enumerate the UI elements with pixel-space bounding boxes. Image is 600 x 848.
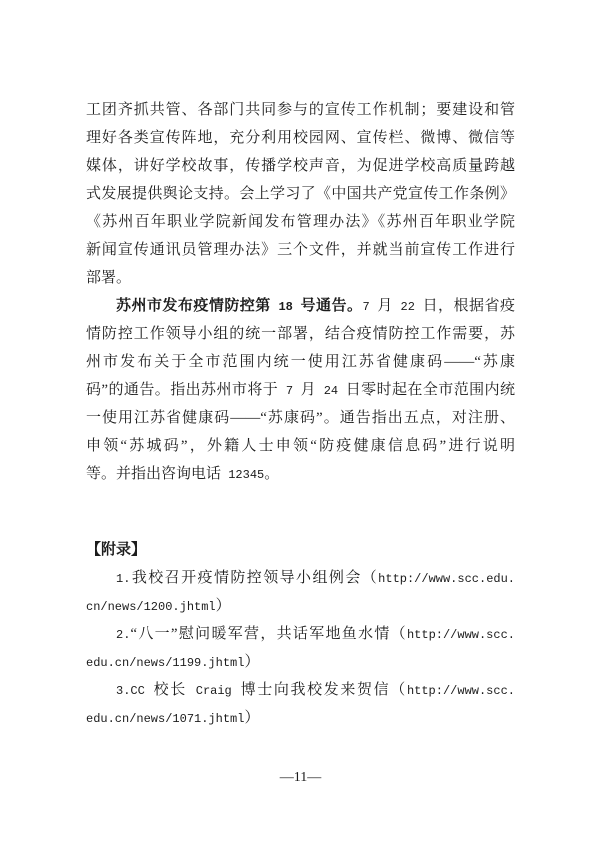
page-content <box>86 0 515 792</box>
latin-text: 3.CC <box>116 684 154 698</box>
latin-text: 7 <box>278 384 301 398</box>
text-line: 州市发布关于全市范围内统一使用江苏省健康码——“苏康 <box>86 354 515 370</box>
text-line: 部署。 <box>86 270 132 286</box>
text-line: 《苏州百年职业学院新闻发布管理办法》《苏州百年职业学院 <box>86 214 515 230</box>
text-line: 媒体，讲好学校故事，传播学校声音，为促进学校高质量跨越 <box>86 158 515 174</box>
text-line: 式发展提供舆论支持。会上学习了《中国共产党宣传工作条例》 <box>86 186 515 202</box>
text-line: 苏州市发布疫情防控第 18 号通告。7 月 22 日，根据省疫 <box>116 298 515 314</box>
appendix-line: 1.我校召开疫情防控领导小组例会（http://www.scc.edu. <box>116 570 515 586</box>
latin-text: edu.cn/news/1199.jhtml <box>86 656 245 670</box>
latin-text: 18 <box>270 300 301 314</box>
text-line: 情防控工作领导小组的统一部署，结合疫情防控工作需要，苏 <box>86 326 515 342</box>
latin-text: 24 <box>316 384 346 398</box>
text-line: 工团齐抓共管、各部门共同参与的宣传工作机制；要建设和管 <box>86 102 515 118</box>
latin-text: cn/news/1200.jhtml <box>86 600 216 614</box>
appendix-lines <box>86 564 515 732</box>
latin-text: edu.cn/news/1071.jhtml <box>86 712 245 726</box>
latin-text: http://www.scc.edu. <box>378 572 515 586</box>
appendix-section <box>86 536 515 732</box>
appendix-line: cn/news/1200.jhtml） <box>86 598 231 614</box>
latin-text: 7 <box>362 300 378 314</box>
appendix-line: edu.cn/news/1199.jhtml） <box>86 654 260 670</box>
text-line: 理好各类宣传阵地，充分利用校园网、宣传栏、微博、微信等 <box>86 130 515 146</box>
latin-text: 22 <box>392 300 423 314</box>
appendix-heading: 【附录】 <box>86 542 147 558</box>
latin-text: 12345 <box>221 468 265 482</box>
latin-text: http://www.scc. <box>406 684 515 698</box>
latin-text: 2. <box>116 628 131 642</box>
appendix-line: 2.“八一”慰问暖军营，共话军地鱼水情（http://www.scc. <box>116 626 515 642</box>
latin-text: 1. <box>116 572 131 586</box>
text-line: 一使用江苏省健康码——“苏康码”。通告指出五点，对注册、 <box>86 410 515 426</box>
text-line: 新闻宣传通讯员管理办法》三个文件，并就当前宣传工作进行 <box>86 242 515 258</box>
page-number: —11— <box>279 770 322 785</box>
body-text <box>86 96 515 488</box>
text-line: 等。并指出咨询电话 12345。 <box>86 466 280 482</box>
text-line: 码”的通告。指出苏州市将于 7 月 24 日零时起在全市范围内统 <box>86 382 515 398</box>
latin-text: http://www.scc. <box>406 628 515 642</box>
appendix-line: edu.cn/news/1071.jhtml） <box>86 710 260 726</box>
appendix-line: 3.CC 校长 Craig 博士向我校发来贺信（http://www.scc. <box>116 682 515 698</box>
text-line: 申领“苏城码”，外籍人士申领“防疫健康信息码”进行说明 <box>86 438 515 454</box>
latin-text: Craig <box>186 684 241 698</box>
